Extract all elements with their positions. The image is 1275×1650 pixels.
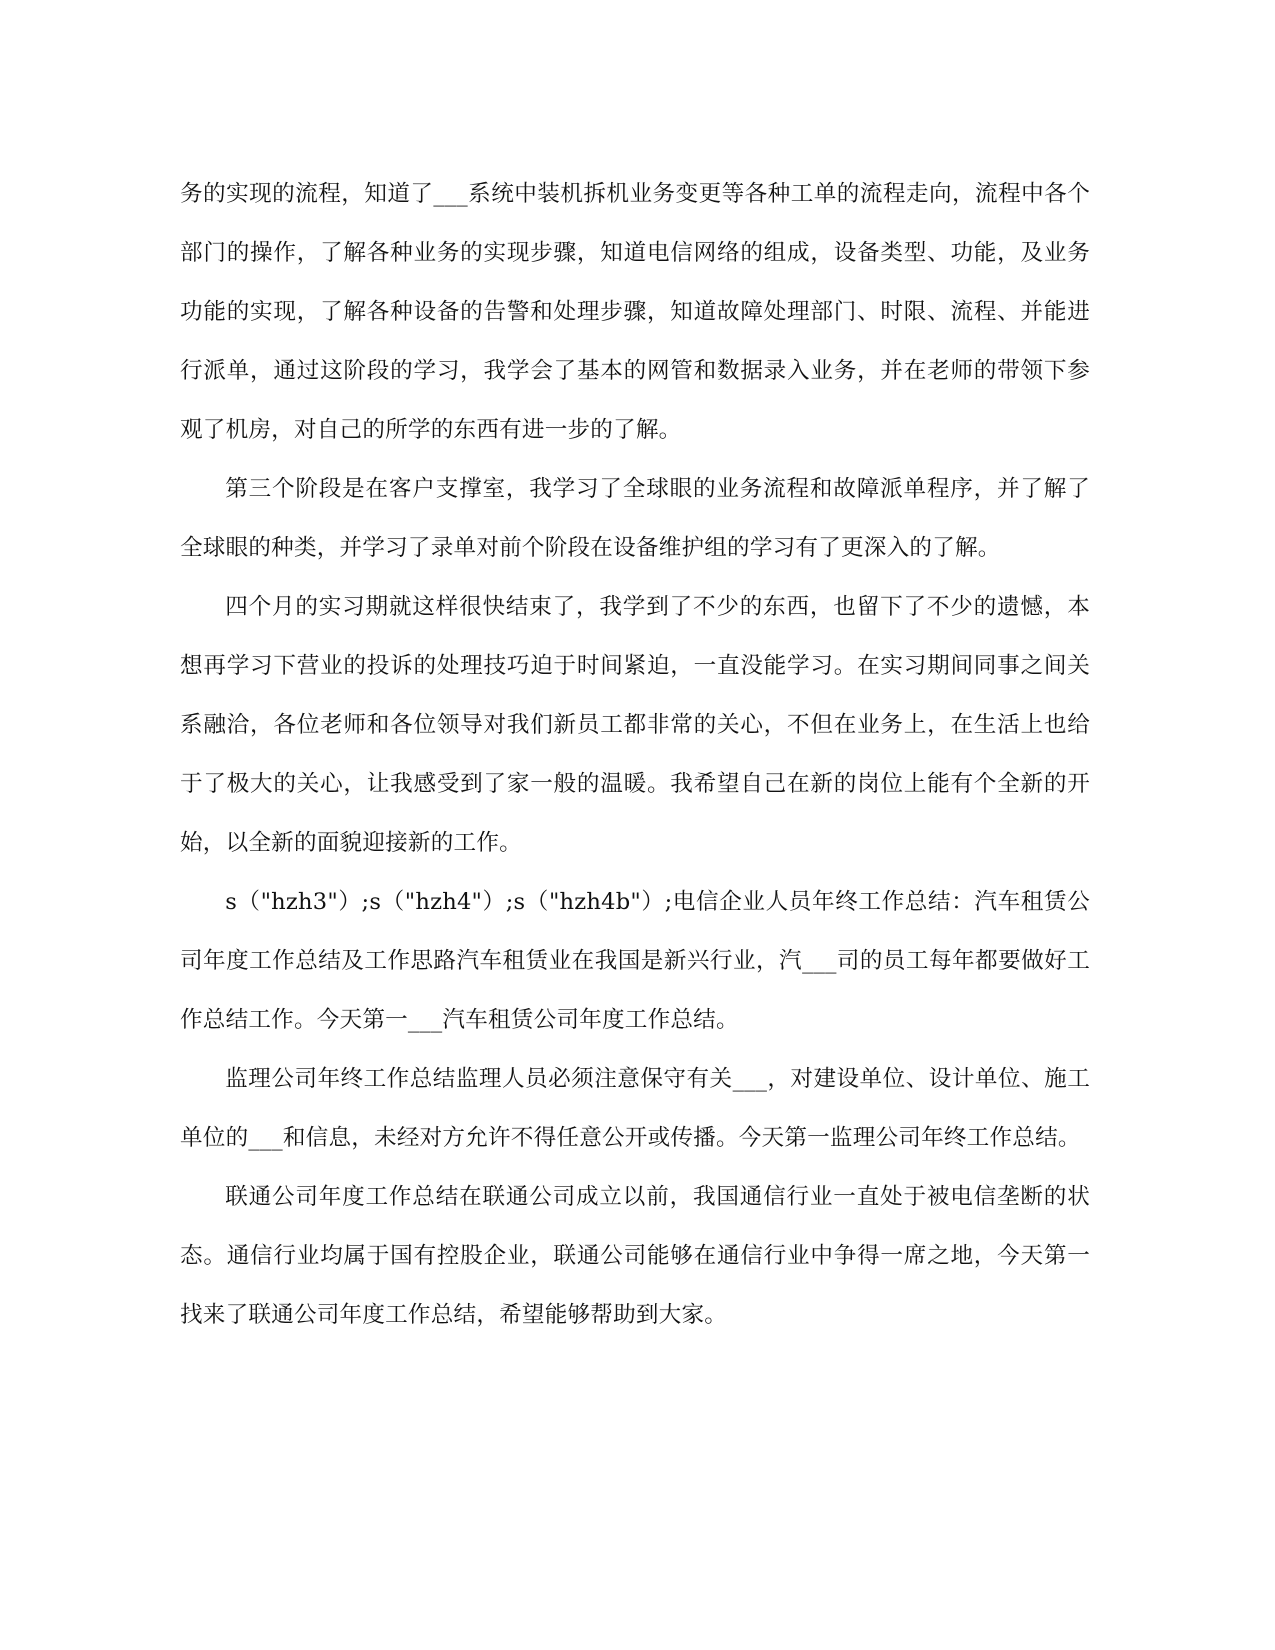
paragraph: 监理公司年终工作总结监理人员必须注意保守有关___，对建设单位、设计单位、施工单位的___和信息，未经对方允许不得任意公开或传播。今天第一监理公司年终工作总结。 — [180, 1066, 1090, 1151]
paragraph: 四个月的实习期就这样很快结束了，我学到了不少的东西，也留下了不少的遗憾，本想再学习下营业的投诉的处理技巧迫于时间紧迫，一直没能学习。在实习期间同事之间关系融洽，各位老师和各位领导对我们新员工都非常的关心，不但在业务上，在生活上也给于了极大的关心，让我感受到了家一般的温暖。我希望自己在新的岗位上能有个全新的开始，以全新的面貌迎接新的工作。 — [180, 594, 1090, 856]
document-body — [180, 165, 1090, 1345]
paragraph: s（"hzh3"）;s（"hzh4"）;s（"hzh4b"）;电信企业人员年终工作总结：汽车租赁公司年度工作总结及工作思路汽车租赁业在我国是新兴行业，汽___司的员工每年都要做好工作总结工作。今天第一___汽车租赁公司年度工作总结。 — [180, 889, 1090, 1033]
paragraph-continued: 务的实现的流程，知道了___系统中装机拆机业务变更等各种工单的流程走向，流程中各个部门的操作，了解各种业务的实现步骤，知道电信网络的组成，设备类型、功能，及业务功能的实现，了解各种设备的告警和处理步骤，知道故障处理部门、时限、流程、并能进行派单，通过这阶段的学习，我学会了基本的网管和数据录入业务，并在老师的带领下参观了机房，对自己的所学的东西有进一步的了解。 — [180, 181, 1090, 443]
paragraph: 联通公司年度工作总结在联通公司成立以前，我国通信行业一直处于被电信垄断的状态。通信行业均属于国有控股企业，联通公司能够在通信行业中争得一席之地，今天第一找来了联通公司年度工作总结，希望能够帮助到大家。 — [180, 1184, 1090, 1328]
paragraph: 第三个阶段是在客户支撑室，我学习了全球眼的业务流程和故障派单程序，并了解了全球眼的种类，并学习了录单对前个阶段在设备维护组的学习有了更深入的了解。 — [180, 476, 1090, 561]
